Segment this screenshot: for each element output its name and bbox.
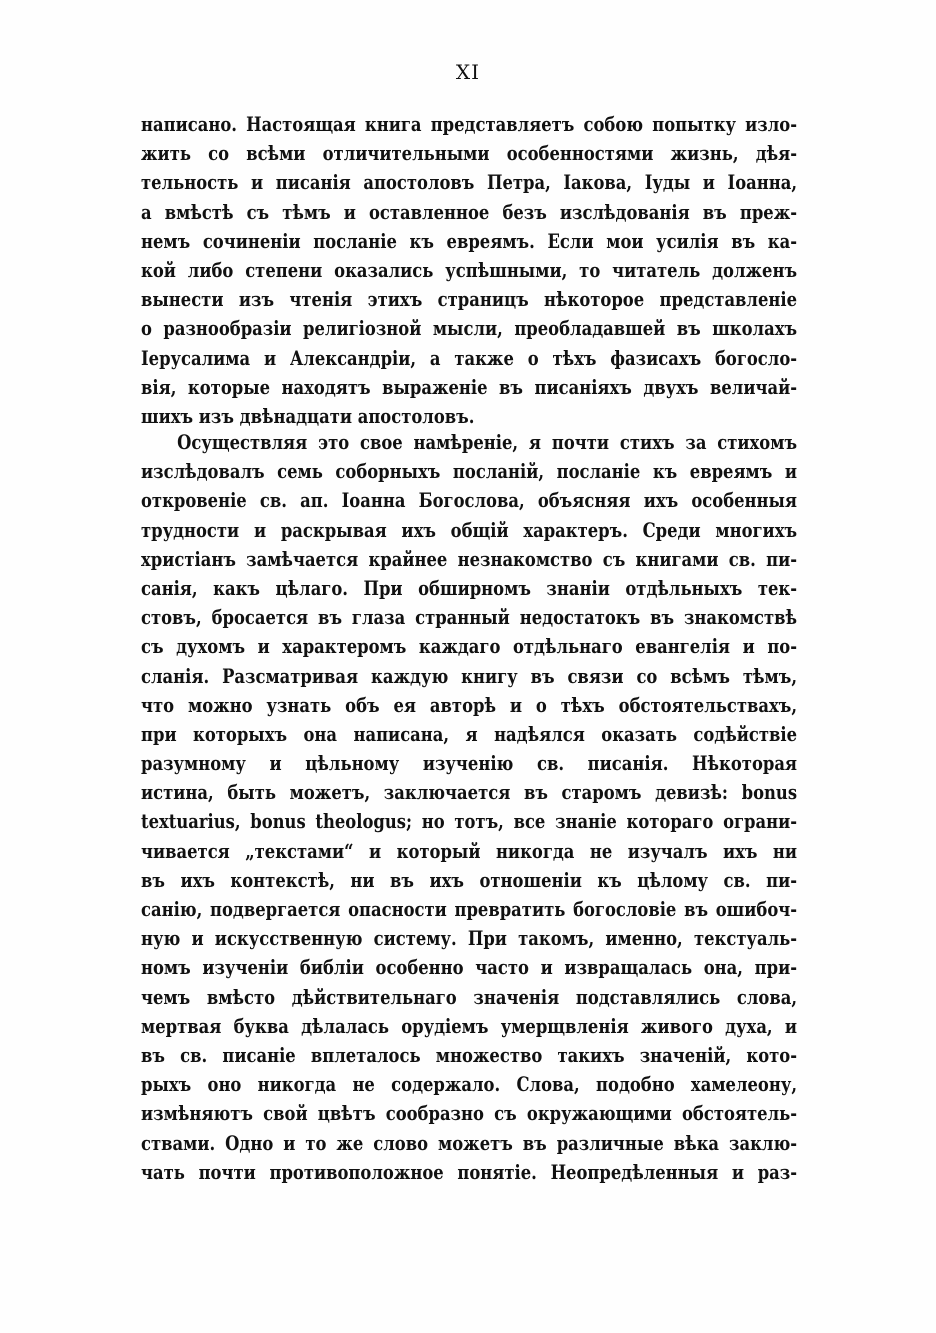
text-line: ную и искусственную систему. При такомъ, именно, текстуаль- <box>141 927 798 951</box>
text-line: откровеніе св. ап. Іоанна Богослова, объясняя ихъ особенныя <box>141 489 798 513</box>
text-line: жить со всѣми отличительными особенностями жизнь, дѣя- <box>141 142 798 166</box>
text-line: тельность и писанія апостоловъ Петра, Іакова, Іуды и Іоанна, <box>141 171 798 195</box>
text-line: что можно узнать объ ея авторѣ и о тѣхъ обстоятельствахъ, <box>141 693 798 717</box>
text-line: о разнообразіи религіозной мысли, преобладавшей въ школахъ <box>141 317 798 341</box>
text-line: санія, какъ цѣлаго. При обширномъ знаніи отдѣльныхъ тек- <box>141 576 798 600</box>
text-line: написано. Настоящая книга представляетъ собою попытку изло- <box>141 113 798 136</box>
paragraph-2 <box>141 428 797 1187</box>
text-line: измѣняютъ свой цвѣтъ сообразно съ окружающими обстоятель- <box>141 1102 798 1126</box>
text-line: Іерусалима и Александріи, а также о тѣхъ фазисахъ богосло- <box>141 346 798 370</box>
page-number: XI <box>455 60 481 84</box>
text-line: разумному и цѣльному изученію св. писанія. Нѣкоторая <box>141 752 798 776</box>
text-line: санію, подвергается опасности превратить богословіе въ ошибоч- <box>141 898 798 921</box>
text-line: шихъ изъ двѣнадцати апостоловъ. <box>141 404 475 428</box>
text-line: номъ изученіи библіи особенно часто и извращалась она, при- <box>141 956 798 980</box>
text-line: кой либо степени оказались успѣшными, то читатель долженъ <box>141 258 798 282</box>
text-line: въ ихъ контекстѣ, ни въ ихъ отношеніи къ цѣлому св. пи- <box>141 868 798 892</box>
text-line: стовъ, бросается въ глаза странный недостатокъ въ знакомствѣ <box>141 606 798 630</box>
text-line: вія, которые находятъ выраженіе въ писаніяхъ двухъ величай- <box>141 375 798 399</box>
text-line: вынести изъ чтенія этихъ страницъ нѣкоторое представленіе <box>141 288 798 312</box>
text-line: рыхъ оно никогда не содержало. Слова, подобно хамелеону, <box>141 1073 798 1097</box>
text-line: истина, быть можетъ, заключается въ старомъ девизѣ: bonus <box>141 781 798 805</box>
text-line: мертвая буква дѣлалась орудіемъ умерщвленія живого духа, и <box>141 1014 798 1038</box>
text-line: сланія. Разсматривая каждую книгу въ связи со всѣмъ тѣмъ, <box>141 664 798 688</box>
text-line: трудности и раскрывая ихъ общій характеръ. Среди многихъ <box>141 518 798 542</box>
text-line: Осуществляя это свое намѣреніе, я почти стихъ за стихомъ <box>177 431 798 454</box>
text-line: немъ сочиненіи посланіе къ евреямъ. Если мои усилія въ ка- <box>141 229 798 253</box>
text-line: при которыхъ она написана, я надѣялся оказать содѣйствіе <box>141 722 798 746</box>
text-line: чать почти противоположное понятіе. Неопредѣленныя и раз- <box>141 1160 798 1184</box>
text-line: ствами. Одно и то же слово можетъ въ различные вѣка заклю- <box>141 1131 798 1155</box>
text-line: изслѣдовалъ семь соборныхъ посланій, посланіе къ евреямъ и <box>141 460 798 484</box>
text-line: христіанъ замѣчается крайнее незнакомство съ книгами св. пи- <box>141 547 798 571</box>
paragraph-1 <box>141 110 797 431</box>
text-line: въ св. писаніе вплеталось множество такихъ значеній, кото- <box>141 1043 798 1067</box>
text-line: чивается „текстами“ и который никогда не изучалъ ихъ ни <box>141 839 798 863</box>
text-line: съ духомъ и характеромъ каждаго отдѣльнаго евангелія и по- <box>141 635 798 659</box>
text-line: а вмѣстѣ съ тѣмъ и оставленное безъ изслѣдованія въ преж- <box>141 200 798 224</box>
text-line: textuarius, bonus theologus; но тотъ, все знаніе котораго ограни- <box>141 810 798 834</box>
text-line: чемъ вмѣсто дѣйствительнаго значенія подставлялись слова, <box>141 985 798 1009</box>
